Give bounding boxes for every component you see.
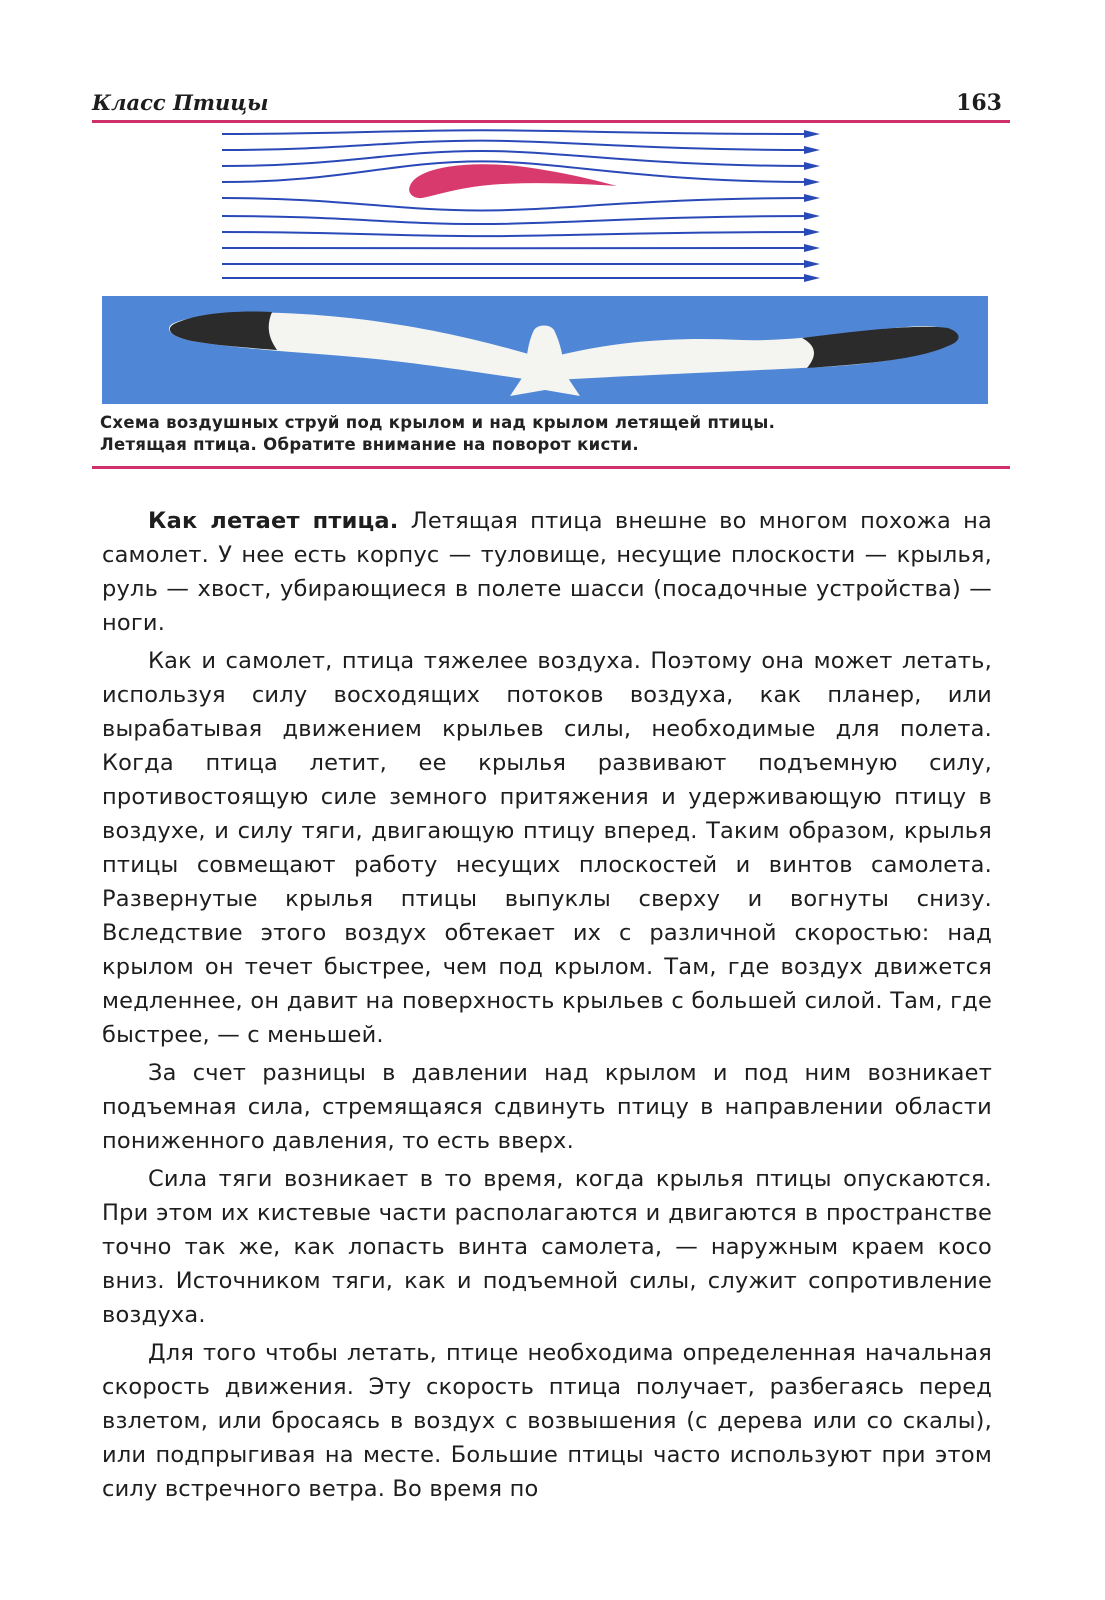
header-rule [92,120,1010,123]
running-header [92,86,1010,120]
airflow-arrowhead [804,244,820,252]
lead-in-heading: Как летает птица. [148,508,399,534]
airflow-arrowhead [804,212,820,220]
airflow-arrowhead [804,228,820,236]
figure [92,124,1010,464]
caption-rule [92,466,1010,469]
paragraph-5: Для того чтобы летать, птице необходима определенная начальная скорость движения. Эту скорость птица получает, разбегаясь перед взлетом, или бросаясь в воздух с возвышения (с дерева или со скалы), или подпрыгивая на месте. Большие птицы часто используют при этом силу встречного ветра. Во время по [102,1340,992,1502]
airflow-line [222,130,812,134]
airflow-diagram [222,124,832,284]
airflow-arrowhead [804,146,820,154]
figure-caption [100,412,1000,456]
bird-illustration [102,296,988,404]
caption-line-1: Схема воздушных струй под крылом и над крылом летящей птицы. [100,413,776,432]
caption-line-2: Летящая птица. Обратите внимание на поворот кисти. [100,435,639,454]
paragraph-1 [102,504,992,640]
article-body [102,504,992,1510]
paragraph-1-text: Летящая птица внешне во многом похожа на самолет. У нее есть корпус — туловище, несущие плоскости — крылья, руль — хвост, убирающиеся в полете шасси (посадочные устройства) — ноги. [102,508,992,636]
airflow-line [222,232,812,236]
paragraph-4: Сила тяги возникает в то время, когда крылья птицы опускаются. При этом их кистевые части располагаются и двигаются в пространстве точно так же, как лопасть винта самолета, — наружным краем косо вниз. Источником тяги, как и подъемной силы, служит сопротивление воздуха. [102,1166,992,1328]
airflow-arrowhead [804,178,820,186]
airflow-arrowhead [804,162,820,170]
paragraph-2: Как и самолет, птица тяжелее воздуха. Поэтому она может летать, используя силу восходящих потоков воздуха, как планер, или вырабатывая движением крыльев силы, необходимые для полета. Когда птица летит, ее крылья развивают подъемную силу, противостоящую силе земного притяжения и удерживающую птицу в воздухе, и силу тяги, двигающую птицу вперед. Таким образом, крылья птицы совмещают работу несущих плоскостей и винтов самолета. Развернутые крылья птицы выпуклы сверху и вогнуты снизу. Вследствие этого воздух обтекает их с различной скоростью: над крылом он течет быстрее, чем под крылом. Там, где воздух движется медленнее, он давит на поверхность крыльев с большей силой. Там, где быстрее, — с меньшей. [102,648,992,1048]
airflow-line [222,198,812,210]
airflow-arrowhead [804,194,820,202]
airflow-arrowhead [804,130,820,138]
paragraph-3: За счет разницы в давлении над крылом и под ним возникает подъемная сила, стремящаяся сдвинуть птицу в направлении области пониженного давления, то есть вверх. [102,1060,992,1154]
airflow-line [222,216,812,224]
airflow-lines [222,130,820,282]
page-number: 163 [956,90,1002,116]
airflow-arrowhead [804,274,820,282]
airflow-arrowhead [804,260,820,268]
section-title: Класс Птицы [92,90,269,115]
airflow-line [222,141,812,150]
